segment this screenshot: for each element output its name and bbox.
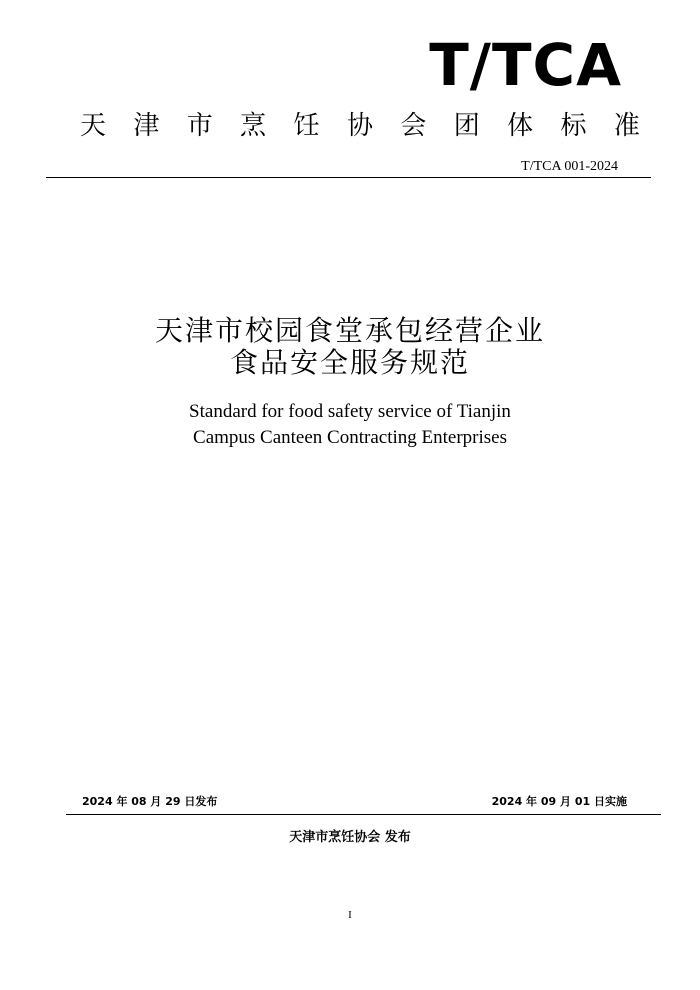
title-zh-line-2: 食品安全服务规范	[229, 346, 470, 379]
title-zh-line-1: 天津市校园食堂承包经营企业	[154, 314, 545, 347]
footer-divider	[66, 814, 661, 815]
org-standard-title	[80, 108, 640, 144]
page-number: I	[348, 909, 352, 921]
publish-date: 2024 年 08 月 29 日发布	[82, 795, 218, 808]
header-divider	[46, 177, 651, 178]
publisher: 天津市烹饪协会 发布	[289, 830, 411, 845]
org-title-char: 会	[400, 111, 427, 141]
org-title-char: 准	[613, 111, 640, 141]
org-title-char: 市	[186, 111, 213, 141]
org-title-char: 津	[133, 111, 160, 141]
title-en-line-2: Campus Canteen Contracting Enterprises	[193, 427, 507, 448]
org-title-char: 天	[80, 111, 107, 141]
org-title-char: 烹	[240, 111, 267, 141]
org-title-char: 标	[560, 111, 587, 141]
standard-logo: T/TCA	[429, 31, 622, 99]
org-title-char: 团	[453, 111, 480, 141]
org-title-char: 体	[507, 111, 534, 141]
title-en-line-1: Standard for food safety service of Tianjin	[189, 401, 511, 422]
org-title-char: 饪	[293, 111, 320, 141]
org-title-char: 协	[346, 111, 373, 141]
implement-date: 2024 年 09 月 01 日实施	[491, 795, 627, 808]
standard-code: T/TCA 001-2024	[521, 159, 618, 174]
